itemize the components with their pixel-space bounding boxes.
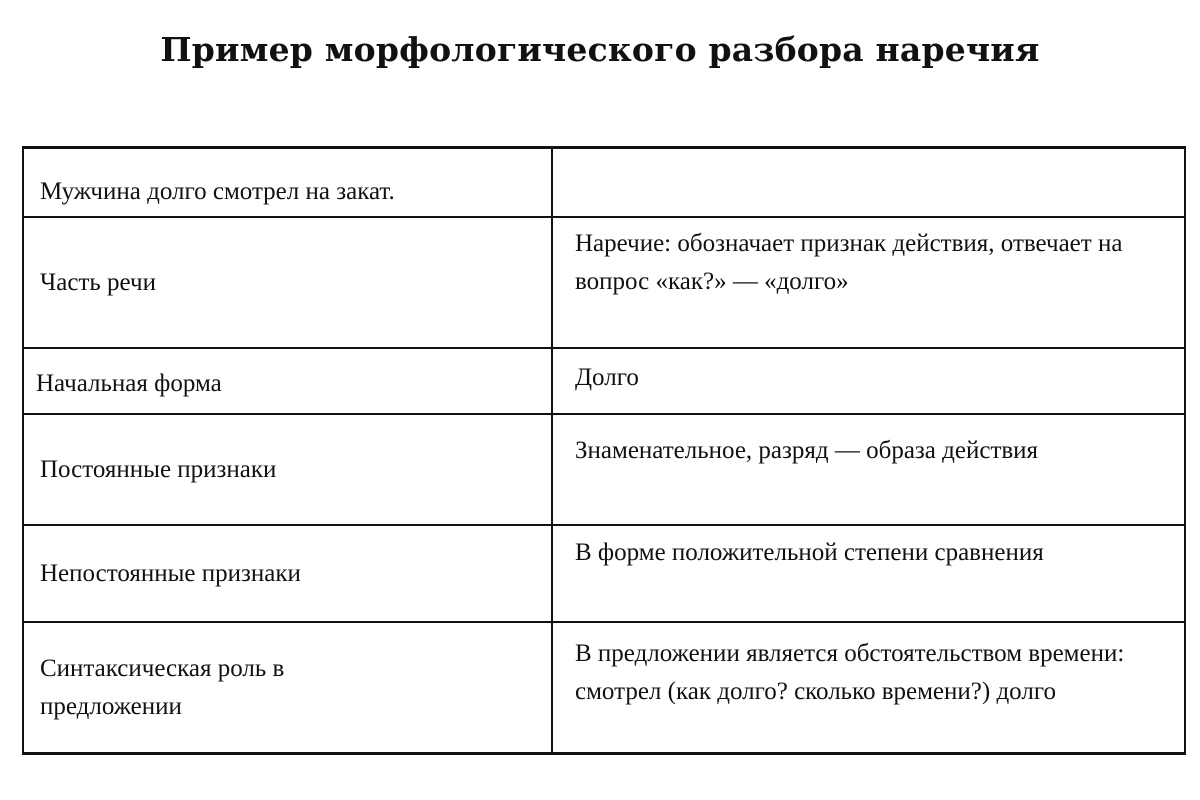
table-row-sentence xyxy=(24,149,1184,218)
row-value: В предложении является обстоятельством времени: смотрел (как долго? сколько времени?) долго xyxy=(575,640,1125,705)
table-row-syntactic-role xyxy=(24,623,1184,752)
row-label: Синтаксическая роль в предложении xyxy=(24,623,553,752)
row-label: Часть речи xyxy=(24,218,553,347)
row-label: Непостоянные признаки xyxy=(24,526,553,621)
row-value: В форме положительной степени сравнения xyxy=(575,539,1044,566)
page-title: Пример морфологического разбора наречия xyxy=(160,30,1040,69)
morphology-table xyxy=(22,146,1186,755)
row-label: Начальная форма xyxy=(24,349,553,413)
table-row-part-of-speech xyxy=(24,218,1184,349)
table-row-constant-features xyxy=(24,415,1184,526)
row-value xyxy=(553,149,1184,216)
row-value: Знаменательное, разряд — образа действия xyxy=(575,437,1039,464)
row-value: Наречие: обозначает признак действия, отвечает на вопрос «как?» — «долго» xyxy=(575,230,1123,295)
table-row-initial-form xyxy=(24,349,1184,415)
table-row-variable-features xyxy=(24,526,1184,623)
row-value: Долго xyxy=(575,364,639,391)
row-label: Постоянные признаки xyxy=(24,415,553,524)
row-label: Мужчина долго смотрел на закат. xyxy=(24,149,553,216)
